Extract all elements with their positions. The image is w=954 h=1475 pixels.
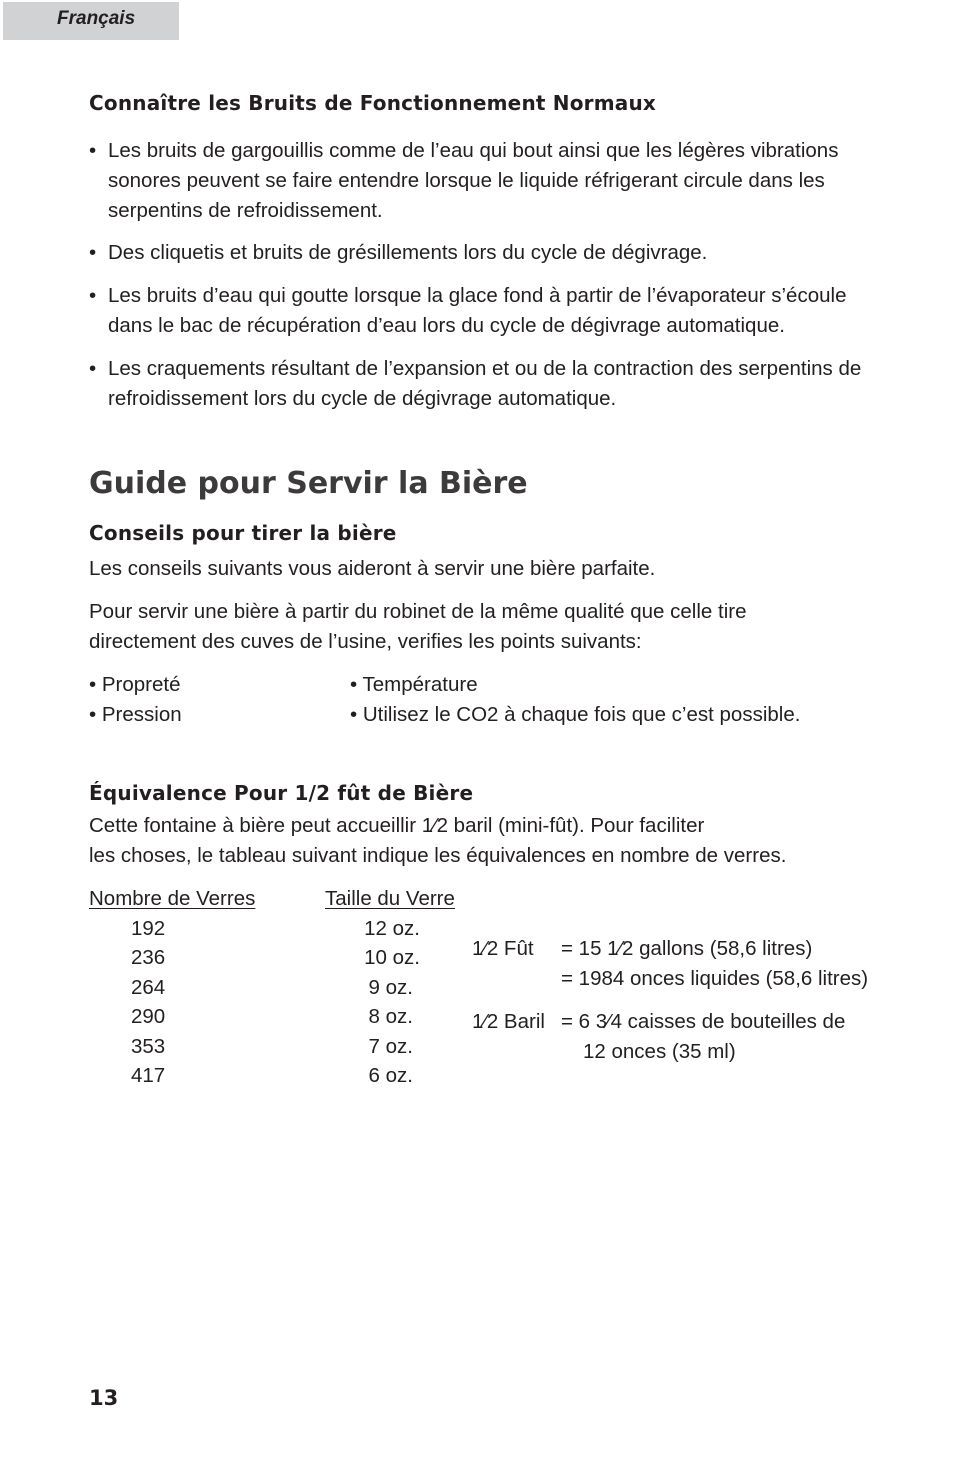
- paragraph-line: directement des cuves de l’usine, verifies les points suivants:: [89, 630, 642, 653]
- cell-glasses: 353: [131, 1035, 166, 1058]
- fut-label: 1⁄2 Fût: [472, 937, 534, 960]
- list-item: • Les craquements résultant de l’expansion et ou de la contraction des serpentins de refroidissement lors du cycle de dégivrage automatique.: [89, 354, 879, 414]
- cell-size: 12 oz.: [364, 917, 420, 940]
- cell-glasses: 192: [131, 917, 166, 940]
- point-label: Température: [362, 673, 478, 696]
- point-label: Propreté: [101, 673, 181, 696]
- bullet-line: Des cliquetis et bruits de grésillements lors du cycle de dégivrage.: [108, 241, 708, 264]
- fut-line-1: = 15 1⁄2 gallons (58,6 litres): [561, 937, 813, 960]
- equivalence-paragraph: [89, 811, 786, 871]
- noises-heading: Connaître les Bruits de Fonctionnement Normaux: [89, 91, 657, 115]
- point-item: • Pression: [89, 703, 182, 726]
- guide-title: Guide pour Servir la Bière: [89, 466, 528, 501]
- paragraph-line: Pour servir une bière à partir du robinet de la même qualité que celle tire: [89, 600, 747, 623]
- tips-heading: Conseils pour tirer la bière: [89, 521, 397, 545]
- paragraph-line: Cette fontaine à bière peut accueillir 1⁄2 baril (mini-fût). Pour faciliter: [89, 814, 705, 837]
- cell-size: 8 oz.: [368, 1005, 413, 1028]
- bullet-line: dans le bac de récupération d’eau lors du cycle de dégivrage automatique.: [108, 314, 785, 337]
- fut-line-2: = 1984 onces liquides (58,6 litres): [561, 967, 869, 990]
- cell-glasses: 236: [131, 946, 166, 969]
- tips-paragraph: [89, 597, 747, 657]
- cell-glasses: 264: [131, 976, 166, 999]
- column-header-glasses: Nombre de Verres: [89, 887, 256, 910]
- cell-size: 9 oz.: [368, 976, 413, 999]
- point-item: • Température: [350, 673, 478, 696]
- list-item: • Les bruits d’eau qui goutte lorsque la glace fond à partir de l’évaporateur s’écoule dans le bac de récupération d’eau lors du cycle de dégivrage automatique.: [89, 281, 879, 341]
- list-item: • Des cliquetis et bruits de grésillements lors du cycle de dégivrage.: [89, 238, 879, 268]
- tips-intro: Les conseils suivants vous aideront à servir une bière parfaite.: [89, 557, 656, 580]
- bullet-line: serpentins de refroidissement.: [108, 199, 383, 222]
- point-label: Pression: [101, 703, 182, 726]
- equivalence-heading: Équivalence Pour 1/2 fût de Bière: [89, 781, 474, 805]
- page-number: 13: [89, 1386, 119, 1410]
- point-item: • Propreté: [89, 673, 181, 696]
- cell-size: 7 oz.: [368, 1035, 413, 1058]
- cell-glasses: 290: [131, 1005, 166, 1028]
- cell-size: 10 oz.: [364, 946, 420, 969]
- bullet-line: Les bruits de gargouillis comme de l’eau qui bout ainsi que les légères vibrations: [108, 139, 839, 162]
- bullet-line: refroidissement lors du cycle de dégivrage automatique.: [108, 387, 617, 410]
- list-item: • Les bruits de gargouillis comme de l’eau qui bout ainsi que les légères vibrations sonores peuvent se faire entendre lorsque le liquide réfrigerant circule dans les serpentins de refroidissement.: [89, 136, 879, 226]
- cell-size: 6 oz.: [368, 1064, 413, 1087]
- point-item: • Utilisez le CO2 à chaque fois que c’est possible.: [350, 703, 801, 726]
- paragraph-line: les choses, le tableau suivant indique les équivalences en nombre de verres.: [89, 844, 787, 867]
- bullet-line: Les craquements résultant de l’expansion et ou de la contraction des serpentins de: [108, 357, 862, 380]
- baril-line-1: = 6 3⁄4 caisses de bouteilles de: [561, 1010, 846, 1033]
- cell-glasses: 417: [131, 1064, 166, 1087]
- baril-line-2: 12 onces (35 ml): [583, 1040, 736, 1063]
- bullet-line: sonores peuvent se faire entendre lorsque le liquide réfrigerant circule dans les: [108, 169, 825, 192]
- language-tab: Français: [3, 2, 179, 40]
- bullet-line: Les bruits d’eau qui goutte lorsque la glace fond à partir de l’évaporateur s’écoule: [108, 284, 847, 307]
- baril-label: 1⁄2 Baril: [472, 1010, 545, 1033]
- point-label: Utilisez le CO2 à chaque fois que c’est possible.: [362, 703, 801, 726]
- column-header-size: Taille du Verre: [325, 887, 455, 910]
